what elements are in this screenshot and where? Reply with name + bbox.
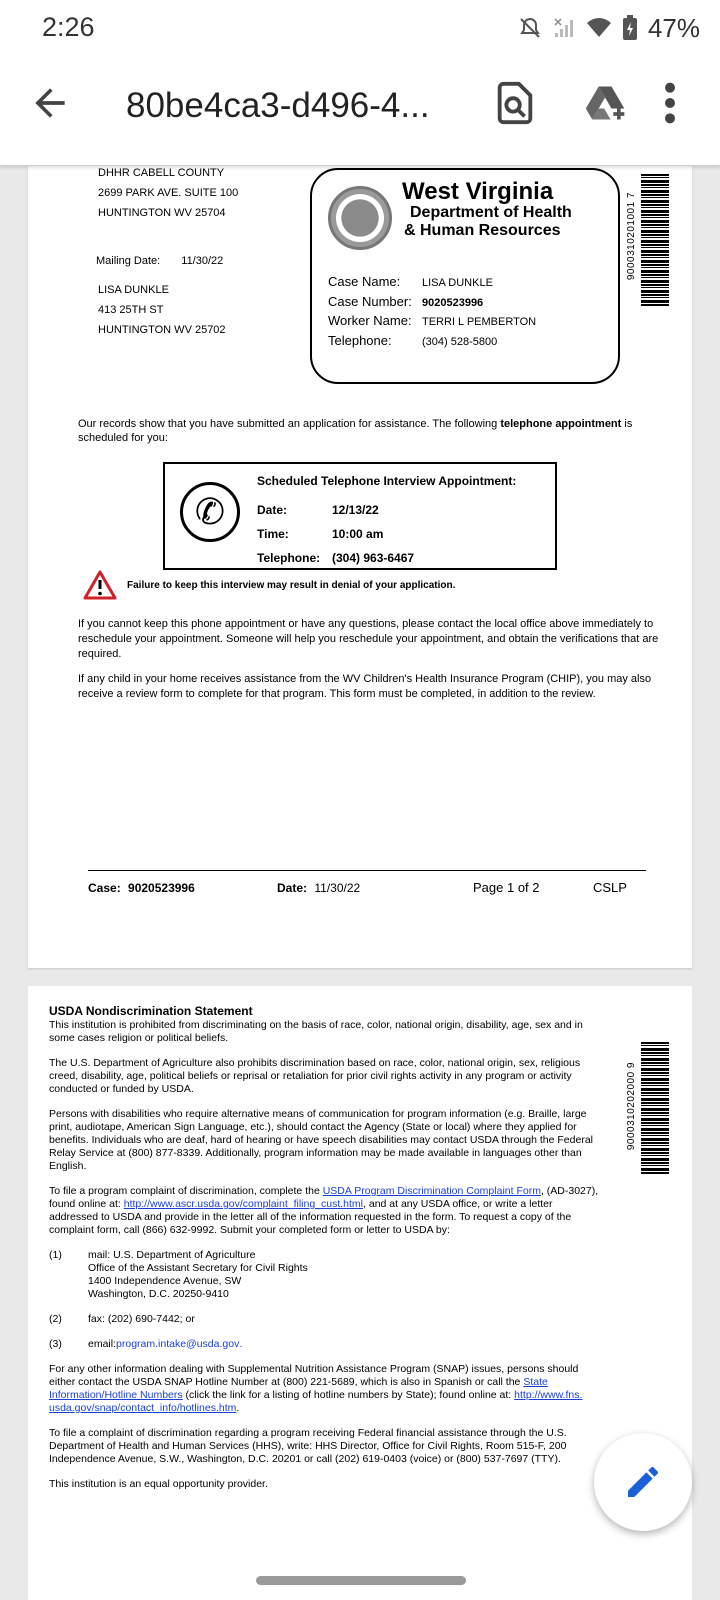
state-hotline-link[interactable]: State bbox=[523, 1376, 548, 1388]
status-bar bbox=[0, 0, 720, 56]
complaint-form-link[interactable]: USDA Program Discrimination Complaint Form bbox=[322, 1185, 541, 1197]
office-address: DHHR CABELL COUNTY 2699 PARK AVE. SUITE 100 HUNTINGTON WV 25704 bbox=[98, 167, 239, 219]
warning-icon bbox=[83, 570, 117, 600]
mute-icon bbox=[518, 16, 542, 40]
document-title: 80be4ca3-d496-4... bbox=[126, 86, 430, 125]
footer-code: CSLP bbox=[593, 880, 627, 895]
case-info-values: LISA DUNKLE 9020523996 TERRI L PEMBERTON (304) 528-5800 bbox=[422, 277, 537, 348]
home-indicator[interactable] bbox=[256, 1576, 466, 1585]
usda-title: USDA Nondiscrimination Statement bbox=[49, 1004, 253, 1018]
agency-title: West Virginia bbox=[402, 178, 554, 205]
barcode bbox=[641, 1042, 669, 1174]
barcode bbox=[641, 174, 669, 306]
appointment-heading: Scheduled Telephone Interview Appointment: bbox=[257, 474, 517, 488]
state-hotline-link-cont[interactable]: Information/Hotline Numbers bbox=[49, 1389, 183, 1401]
app-bar bbox=[0, 56, 720, 166]
battery-icon bbox=[622, 15, 638, 41]
footer-case: Case: 9020523996 bbox=[88, 881, 195, 895]
state-seal-icon bbox=[328, 186, 392, 250]
arrow-left-icon[interactable] bbox=[28, 81, 72, 125]
more-vert-icon[interactable] bbox=[658, 80, 682, 126]
paragraph-reschedule: If you cannot keep this phone appointment or have any questions, please contact the local office above immediately to reschedule your appointment. Someone will help you reschedule your appointment, and obtain the verifications that are required. bbox=[78, 618, 659, 660]
wifi-icon bbox=[586, 16, 612, 40]
footer-date: Date: 11/30/22 bbox=[277, 881, 361, 895]
document-page-1[interactable] bbox=[28, 166, 692, 968]
fns-url-link[interactable]: http://www.fns. bbox=[514, 1389, 583, 1401]
footer-divider bbox=[88, 870, 646, 871]
status-time: 2:26 bbox=[42, 12, 95, 42]
find-in-page-icon[interactable] bbox=[492, 80, 538, 126]
appointment-labels: Date: Time: Telephone: bbox=[257, 503, 321, 565]
status-icons bbox=[518, 12, 700, 44]
phone-icon: ✆ bbox=[180, 482, 240, 542]
usda-body: This institution is prohibited from discriminating on the basis of race, color, national origin, disability, age, sex and in some cases religion or political beliefs. The U.S. Department of Agriculture also prohibits discrimination based on race, color, national origin, sex, religious creed, disability, age, political beliefs or reprisal or retaliation for prior civil rights activity in any program or activity conducted or funded by USDA. Persons with disabilities who require alternative means of communication for program information (e.g. Braille, large print, audiotape, American Sign Language, etc.), should contact the Agency (State or local) where they applied for benefits. Individuals who are deaf, hard of hearing or have speech disabilities may contact USDA through the Federal Relay Service at (800) 877-8339. Additionally, program information may be made available in languages other than English. To file a program complaint of discrimination, complete the USDA Program Discrimination Complaint Form, (AD-3027), found online at: http://www.ascr.usda.gov/complaint_filing_cust.html, and at any USDA office, or write a letter addressed to USDA and provide in the letter all of the information requested in the form. To request a copy of the complaint form, call (866) 632-9992. Submit your completed form or letter to USDA by: (1) mail: U.S. Department of Agriculture Office of the Assistant Secretary for Civil Rights 1400 Independence Avenue, SW Washington, D.C. 20250-9410 (2) fax: (202) 690-7442; or (3) email: program.intake@usda.gov . For any other information dealing with Supplemental Nutrition Assistance Program (SNAP) issues, persons should either contact the USDA SNAP Hotline Number at (800) 221-5689, which is also in Spanish or call the State Information/Hotline Numbers (click the link for a listing of hotline numbers by State); found online at: http://www.fns. usda.gov/snap/contact_info/hotlines.htm. To file a complaint of discrimination regarding a program receiving Federal financial assistance through the U.S. Department of Health and Human Services (HHS), write: HHS Director, Office for Civil Rights, Room 515-F, 200 Independence Avenue, S.W., Washington, D.C. 20201 or call (202) 619-0403 (voice) or (800) 537-7697 (TTY). This institution is an equal opportunity provider. bbox=[49, 1019, 599, 1490]
barcode-number: 9000310202000 9 bbox=[626, 1062, 637, 1151]
agency-box bbox=[310, 168, 620, 384]
appointment-box bbox=[163, 462, 557, 570]
intro-text: Our records show that you have submitted an application for assistance. The following telephone appointment is scheduled for you: bbox=[78, 418, 633, 444]
pencil-icon bbox=[623, 1462, 663, 1502]
edit-button[interactable] bbox=[594, 1433, 692, 1531]
document-page-2[interactable] bbox=[28, 986, 692, 1600]
case-info-labels: Case Name: Case Number: Worker Name: Telephone: bbox=[328, 274, 412, 348]
agency-subtitle: Department of Health & Human Resources bbox=[404, 204, 572, 239]
footer-page: Page 1 of 2 bbox=[473, 880, 540, 895]
appointment-values: 12/13/22 10:00 am (304) 963-6467 bbox=[332, 503, 415, 565]
fns-url-link-cont[interactable]: usda.gov/snap/contact_info/hotlines.htm bbox=[49, 1402, 237, 1414]
ascr-url-link[interactable]: http://www.ascr.usda.gov/complaint_filing_cust.html bbox=[123, 1198, 364, 1210]
recipient-address: LISA DUNKLE 413 25TH ST HUNTINGTON WV 25702 bbox=[98, 284, 226, 336]
battery-level: 47% bbox=[647, 12, 700, 43]
drive-add-icon[interactable] bbox=[584, 80, 628, 126]
mailing-date: Mailing Date: 11/30/22 bbox=[96, 255, 224, 267]
signal-icon bbox=[552, 16, 576, 40]
paragraph-chip: If any child in your home receives assistance from the WV Children's Health Insurance Program (CHIP), you may also receive a review form to complete for that program. This form must be completed, in addition to the review. bbox=[78, 673, 652, 700]
warning-text: Failure to keep this interview may result in denial of your application. bbox=[127, 580, 456, 591]
barcode-number: 9000310201001 7 bbox=[626, 192, 637, 281]
usda-email-link[interactable]: program.intake@usda.gov bbox=[116, 1338, 240, 1350]
